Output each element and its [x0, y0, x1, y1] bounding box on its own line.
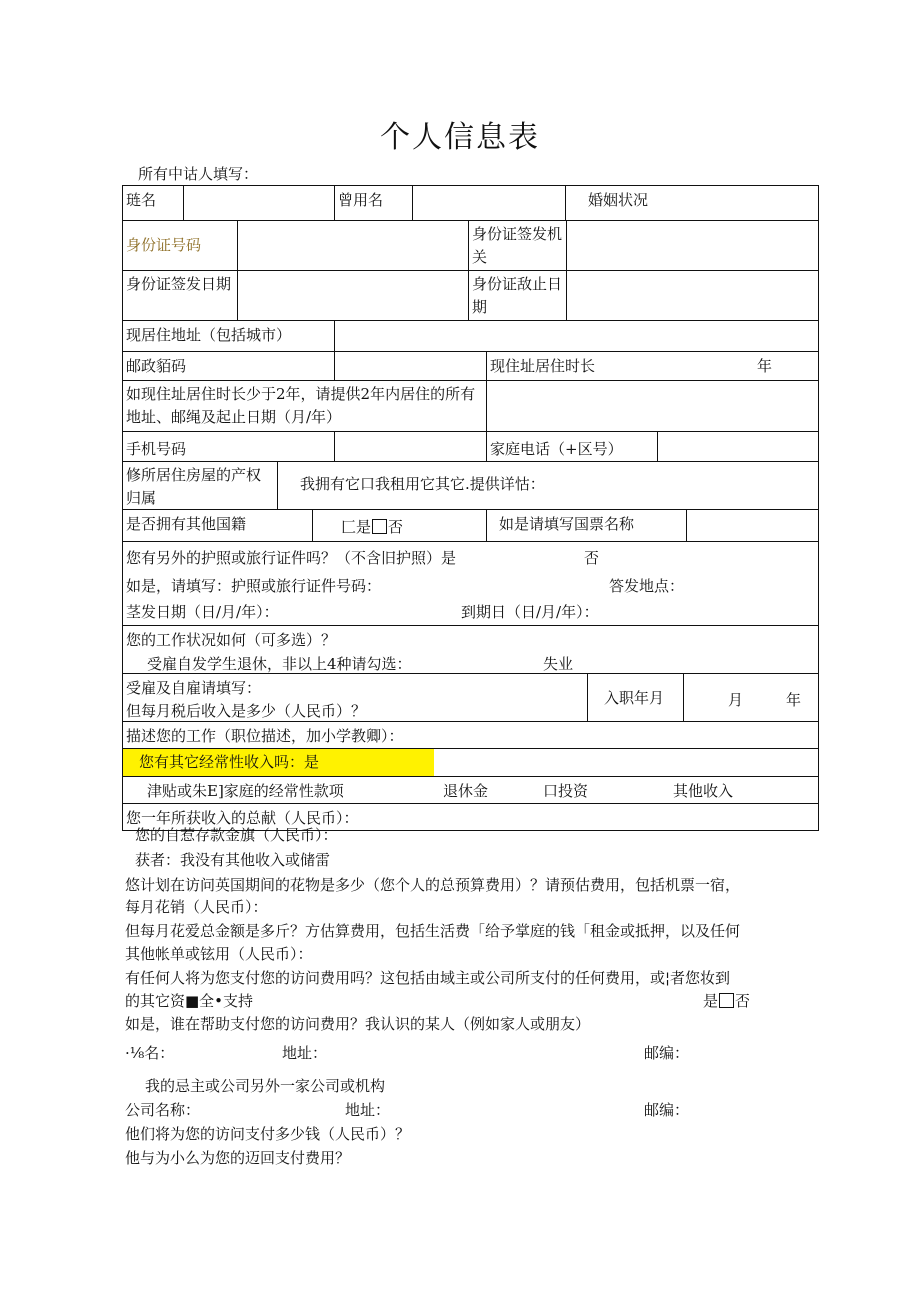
form-row-id [123, 221, 819, 271]
who-pays-question: 如是，谁在帮助支付您的访问费用？我认识的某人（例如家人或朋友） [125, 1015, 591, 1033]
passport-no[interactable]: 否 [584, 549, 600, 567]
form-row-id-dates [123, 271, 819, 321]
postcode-label: 邮政貊码 [123, 352, 335, 380]
sponsor-name-label: ·⅛名： [125, 1044, 175, 1062]
if-yes-nationality-label: 如是请填写国票名称 [487, 510, 687, 541]
residence-duration-label [487, 352, 819, 380]
budget-question: 悠计划在访问英国期间的花物是多少（您个人的总预算费用）？请预估费用，包括机票一宿， [125, 876, 741, 894]
sponsor-no-checkbox[interactable] [719, 993, 734, 1008]
budget-monthly: 每月花销（人民币）： [125, 898, 268, 916]
year-unit-start: 年 [786, 691, 802, 709]
reason-question: 他与为小么为您的迈回支付费用？ [125, 1149, 351, 1167]
former-name-field[interactable] [413, 186, 566, 220]
mobile-field[interactable] [335, 432, 487, 461]
investment-option[interactable]: 口投资 [543, 782, 589, 800]
form-row-nationality [123, 510, 819, 542]
monthly-spend-question: 但每月花爱总金额是多斤？方估算费用，包括生活费「给予掌庭的钱「租金或抵押，以及任何 [125, 922, 741, 940]
form-row-address [123, 321, 819, 352]
id-issue-date-field[interactable] [238, 271, 469, 320]
duration-label-text: 现住址居住时长 [490, 357, 596, 375]
other-income-question[interactable]: 您有其它经常性收入吗：是 [123, 749, 434, 776]
sponsor-support: 的其它资■全•支持 [125, 992, 254, 1010]
name-field[interactable] [184, 186, 335, 220]
form-row-employment [123, 674, 819, 722]
form-row-other-income [123, 749, 819, 777]
job-description-label: 描述您的工作（职位描述，加小学教卿）： [123, 722, 819, 748]
id-authority-field[interactable] [567, 221, 819, 270]
company-name-label: 公司名称： [125, 1101, 201, 1119]
other-income-cell [123, 749, 819, 776]
form-row-income-types [123, 777, 819, 804]
nationality-name-field[interactable] [687, 510, 819, 541]
other-income-option[interactable]: 其他收入 [673, 782, 734, 800]
passport-number-label: 如是，请填写：护照或旅行证件号码： [126, 577, 382, 595]
nationality-choice [313, 510, 487, 541]
work-status-question: 您的工作状况如何（可多选）？ [126, 631, 337, 649]
unemployed-option[interactable]: 失业 [543, 655, 574, 673]
issue-date-label: 茎发日期（日/月/年）： [126, 603, 279, 621]
home-phone-field[interactable] [658, 432, 819, 461]
company-postcode-label: 邮编： [644, 1101, 690, 1119]
nationality-no-checkbox[interactable] [372, 519, 387, 534]
sponsor-yes[interactable]: 是 [703, 992, 719, 1010]
sponsor-question: 有任何人将为您支付您的访问费用吗？这包括由域主或公司所支付的任何费用，或¦者您妆到 [125, 969, 731, 987]
nationality-no: 否 [388, 518, 404, 536]
id-issue-date-label: 身份证签发日期 [123, 271, 238, 320]
total-income-label: 您一年所获收入的总献（人民币）： [123, 804, 819, 830]
income-question: 但每月税后收入是多少（人民币）？ [126, 702, 367, 720]
postcode-field[interactable] [335, 352, 487, 380]
form-row-postcode [123, 352, 819, 381]
mobile-label: 手机号码 [123, 432, 335, 461]
income-types-cell [123, 777, 819, 803]
monthly-spend-other: 其他帐单或铉用（人民币）： [125, 945, 313, 963]
issue-place-label: 答发地点： [609, 577, 685, 595]
sponsor-no: 否 [735, 992, 751, 1010]
marital-status-label: 婚姻状况 [566, 186, 819, 220]
no-savings-option[interactable]: 获者：我没有其他收入或储雷 [135, 851, 331, 869]
former-name-label: 曾用名 [335, 186, 413, 220]
form-row-passport [123, 542, 819, 626]
savings-label: 您的自惹存款金旗（人民币）： [135, 826, 338, 844]
work-status-options[interactable]: 受雇自发学生退休，非以上4种请勾选： [147, 655, 412, 673]
id-number-field[interactable] [238, 221, 469, 270]
property-label: 修所居住房屋的产权归属 [123, 462, 278, 509]
address-field[interactable] [335, 321, 819, 351]
amount-question: 他们将为您的访问支付多少钱（人民币）？ [125, 1125, 411, 1143]
sponsor-choice [703, 990, 750, 1012]
nationality-label: 是否拥有其他国籍 [123, 510, 313, 541]
address-label: 现居住地址（包括城市） [123, 321, 335, 351]
prev-address-field[interactable] [487, 381, 819, 431]
employment-cell [123, 674, 588, 721]
allowance-option[interactable]: 津贴或朱E]家庭的经常性款项 [147, 782, 344, 800]
id-expiry-label: 身份证敌止日期 [469, 271, 567, 320]
start-date-label: 入职年月 [588, 674, 684, 721]
sponsor-address-label: 地址： [282, 1044, 328, 1062]
form-row-prev-address [123, 381, 819, 432]
start-date-field[interactable] [684, 674, 819, 721]
employer-option[interactable]: 我的忌主或公司另外一家公司或机构 [145, 1077, 386, 1095]
pension-option[interactable]: 退休金 [443, 782, 489, 800]
nationality-yes[interactable]: 匚是 [341, 518, 372, 536]
form-row-job-desc [123, 722, 819, 749]
year-unit: 年 [757, 357, 773, 375]
id-expiry-field[interactable] [567, 271, 819, 320]
prev-address-label: 如现住址居住时长少于2年，请提供2年内居住的所有地址、邮绳及起止日期（月/年） [123, 381, 487, 431]
personal-info-form [122, 185, 819, 831]
passport-question: 您有另外的护照或旅行证件吗？（不含旧护照）是 [126, 549, 457, 567]
sponsor-postcode-label: 邮编： [644, 1044, 690, 1062]
work-status-cell [123, 626, 819, 673]
company-address-label: 地址： [345, 1101, 391, 1119]
expiry-date-label: 到期日（日/月/年）： [461, 603, 599, 621]
id-number-label: 身份证号码 [123, 221, 238, 270]
property-options[interactable]: 我拥有它口我租用它其它.提供详怙： [278, 462, 819, 509]
passport-cell [123, 542, 819, 625]
form-row-work [123, 626, 819, 674]
employed-fill-label: 受雇及自雇请填写： [126, 679, 262, 697]
id-authority-label: 身份证签发机关 [469, 221, 567, 270]
name-label: 琏名 [123, 186, 184, 220]
form-row-name [123, 186, 819, 221]
form-subtitle: 所有中诂人填写： [138, 165, 259, 183]
month-unit: 月 [728, 691, 744, 709]
home-phone-label: 家庭电话（+区号） [487, 432, 658, 461]
page-title: 个人信息表 [380, 120, 540, 155]
form-row-property [123, 462, 819, 510]
form-row-phone [123, 432, 819, 462]
